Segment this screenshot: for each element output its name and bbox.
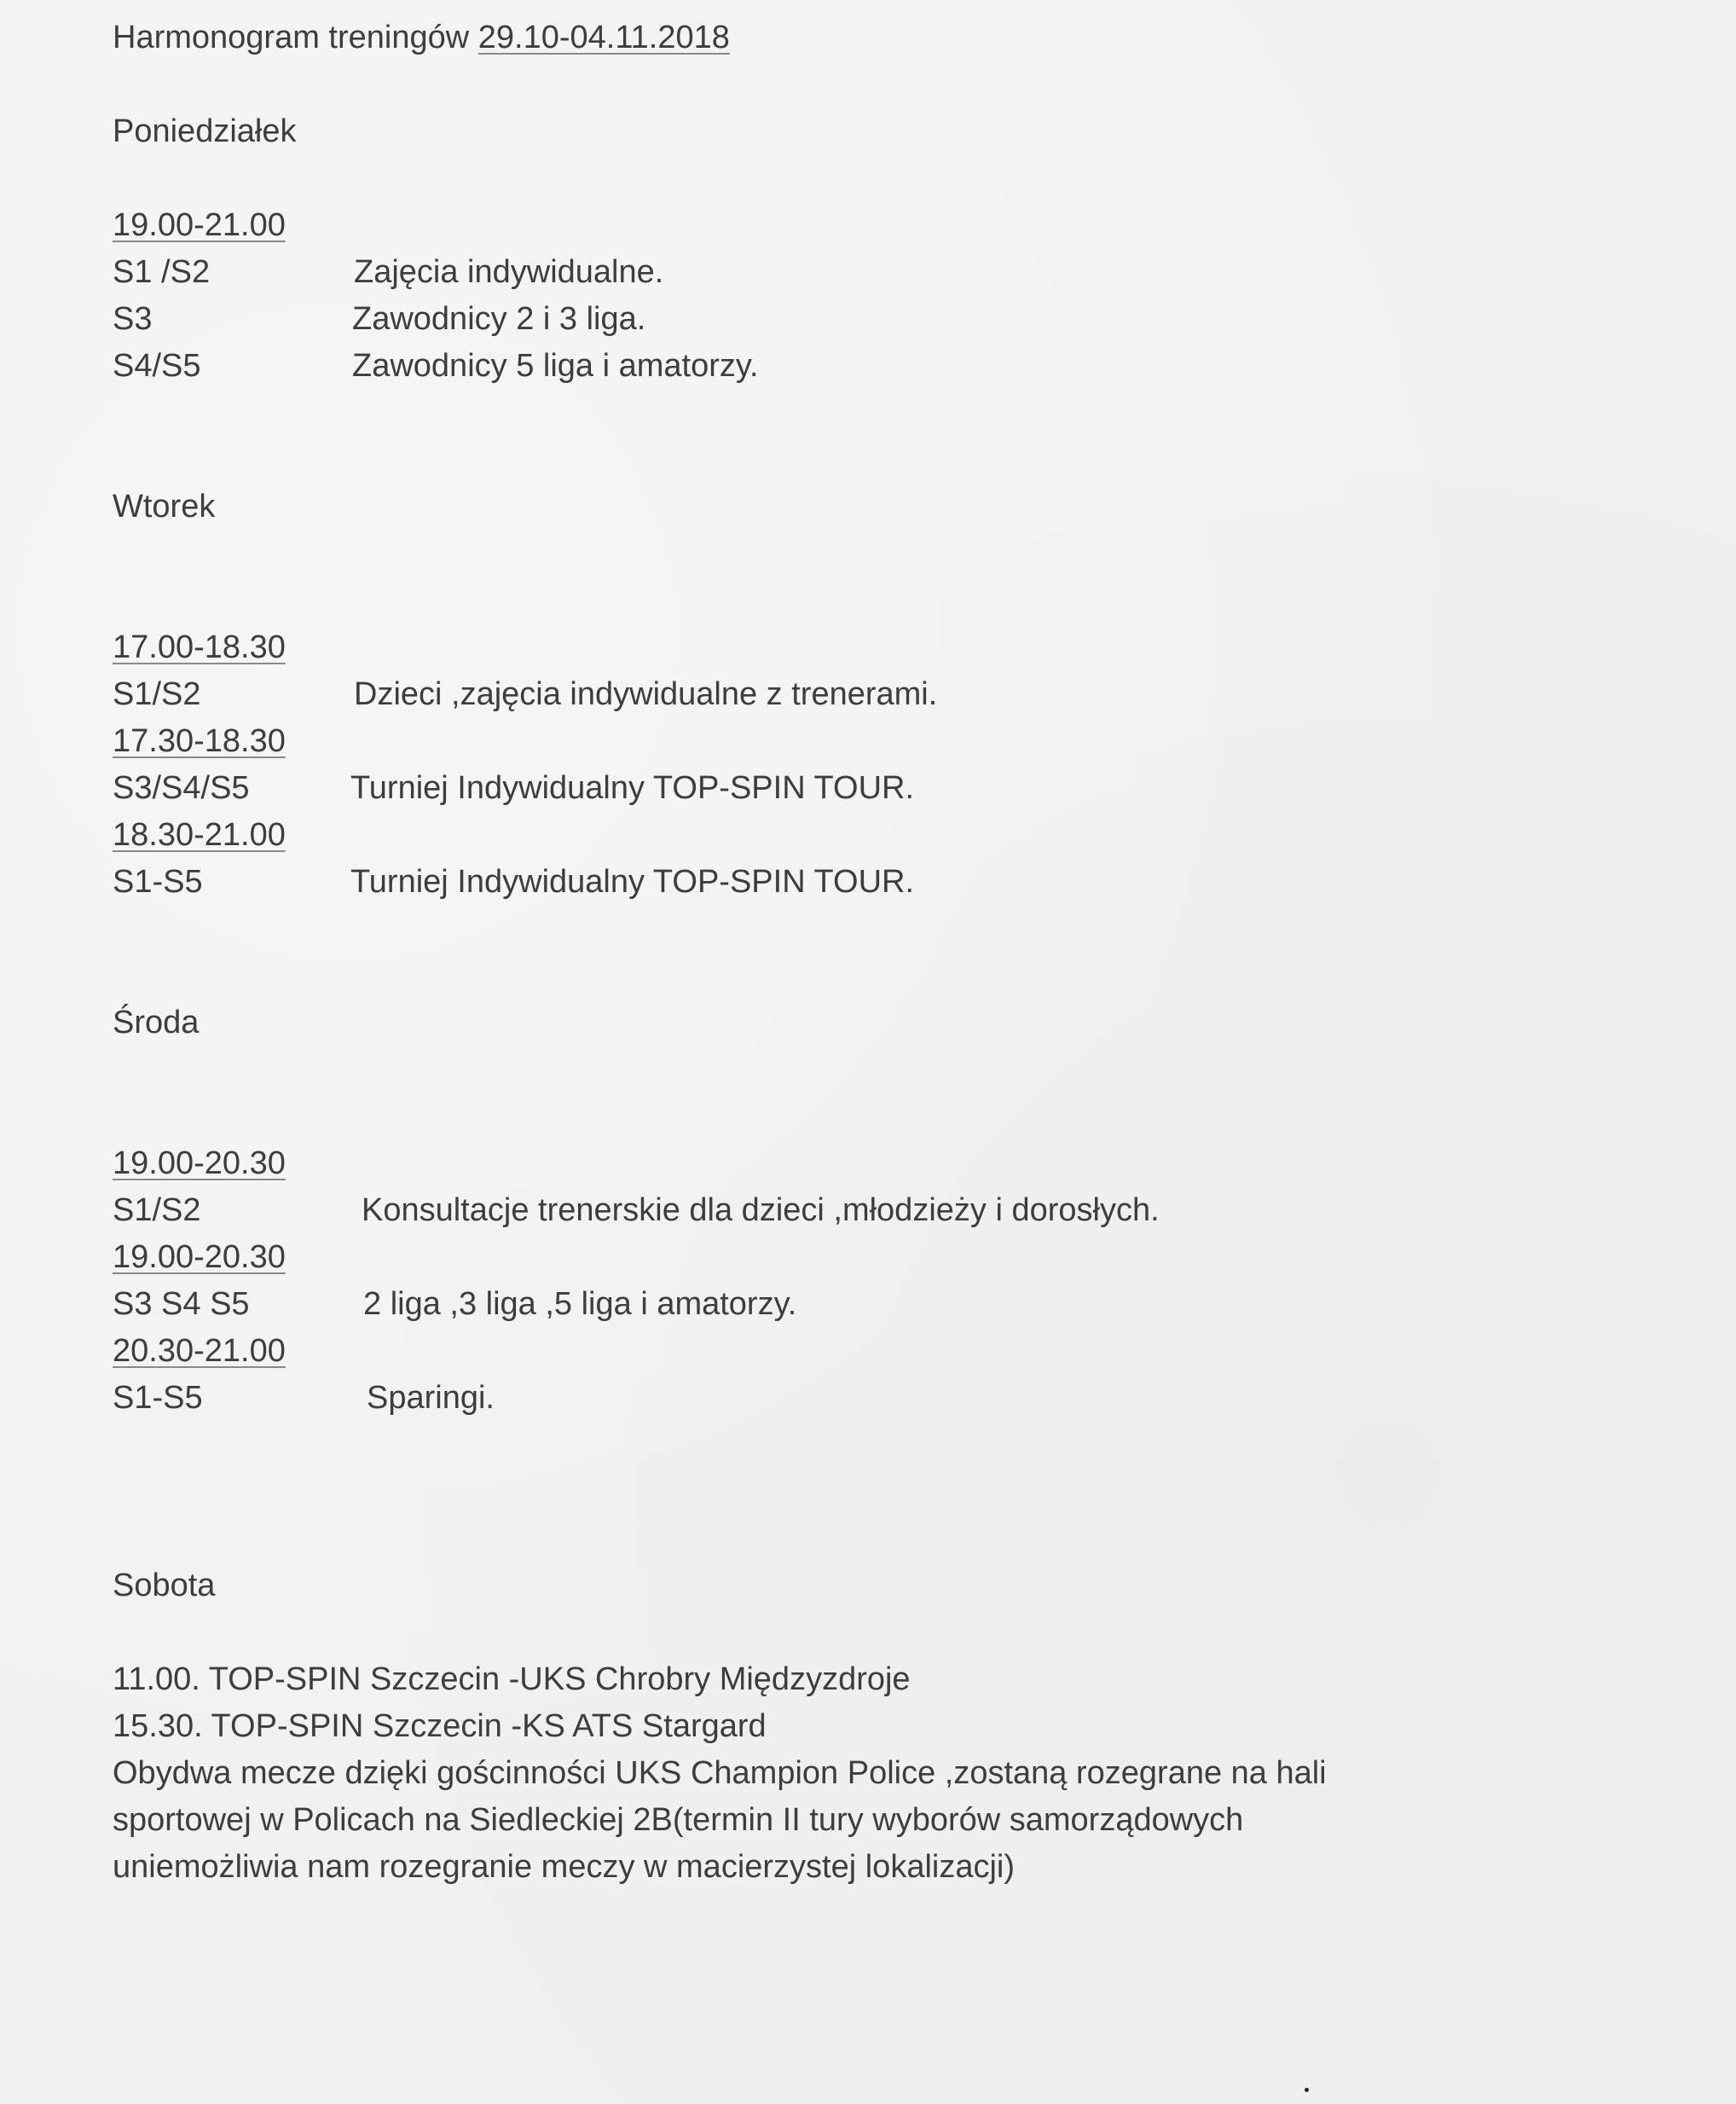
saturday-note-line-2: sportowej w Policach na Siedleckiej 2B(termin II tury wyborów samorządowych	[113, 1802, 1244, 1838]
heading-saturday: Sobota	[113, 1568, 216, 1603]
tuesday-desc-3: Turniej Indywidualny TOP-SPIN TOUR.	[350, 864, 915, 900]
wednesday-code-1: S1/S2	[113, 1192, 201, 1228]
tuesday-code-1: S1/S2	[113, 676, 201, 712]
saturday-match-1: 11.00. TOP-SPIN Szczecin -UKS Chrobry Międzyzdroje	[113, 1661, 911, 1697]
tuesday-desc-2: Turniej Indywidualny TOP-SPIN TOUR.	[350, 770, 915, 806]
tuesday-desc-1: Dzieci ,zajęcia indywidualne z trenerami.	[354, 676, 938, 712]
saturday-note-line-1: Obydwa mecze dzięki gościnności UKS Champion Police ,zostaną rozegrane na hali	[113, 1755, 1327, 1791]
wednesday-code-3: S1-S5	[113, 1380, 203, 1416]
saturday-note-line-3: uniemożliwia nam rozegranie meczy w macierzystej lokalizacji)	[113, 1849, 1016, 1885]
wednesday-code-2: S3 S4 S5	[113, 1286, 250, 1322]
saturday-match-2: 15.30. TOP-SPIN Szczecin -KS ATS Stargard	[113, 1708, 767, 1744]
wednesday-time-1: 19.00-20.30	[113, 1145, 286, 1181]
monday-code-1: S1 /S2	[113, 254, 211, 290]
stray-dot-mark	[1305, 2088, 1309, 2092]
monday-code-3: S4/S5	[113, 348, 201, 384]
monday-desc-2: Zawodnicy 2 i 3 liga.	[352, 301, 646, 337]
wednesday-time-3: 20.30-21.00	[113, 1333, 286, 1369]
heading-monday: Poniedziałek	[113, 113, 297, 149]
monday-desc-3: Zawodnicy 5 liga i amatorzy.	[352, 348, 759, 384]
tuesday-code-2: S3/S4/S5	[113, 770, 250, 806]
monday-desc-1: Zajęcia indywidualne.	[354, 254, 664, 290]
tuesday-time-3: 18.30-21.00	[113, 817, 286, 853]
tuesday-code-3: S1-S5	[113, 864, 203, 900]
tuesday-time-2: 17.30-18.30	[113, 723, 286, 759]
monday-time-1: 19.00-21.00	[113, 207, 286, 243]
wednesday-time-2: 19.00-20.30	[113, 1239, 286, 1275]
heading-wednesday: Środa	[113, 1005, 200, 1040]
title-dates: 29.10-04.11.2018	[477, 20, 730, 55]
heading-tuesday: Wtorek	[113, 489, 216, 525]
monday-code-2: S3	[113, 301, 153, 337]
title-text: Harmonogram treningów	[113, 20, 478, 55]
tuesday-time-1: 17.00-18.30	[113, 629, 286, 665]
wednesday-desc-3: Sparingi.	[367, 1380, 495, 1416]
page-title	[113, 15, 730, 60]
wednesday-desc-1: Konsultacje trenerskie dla dzieci ,młodzieży i dorosłych.	[362, 1192, 1160, 1228]
wednesday-desc-2: 2 liga ,3 liga ,5 liga i amatorzy.	[363, 1286, 797, 1322]
